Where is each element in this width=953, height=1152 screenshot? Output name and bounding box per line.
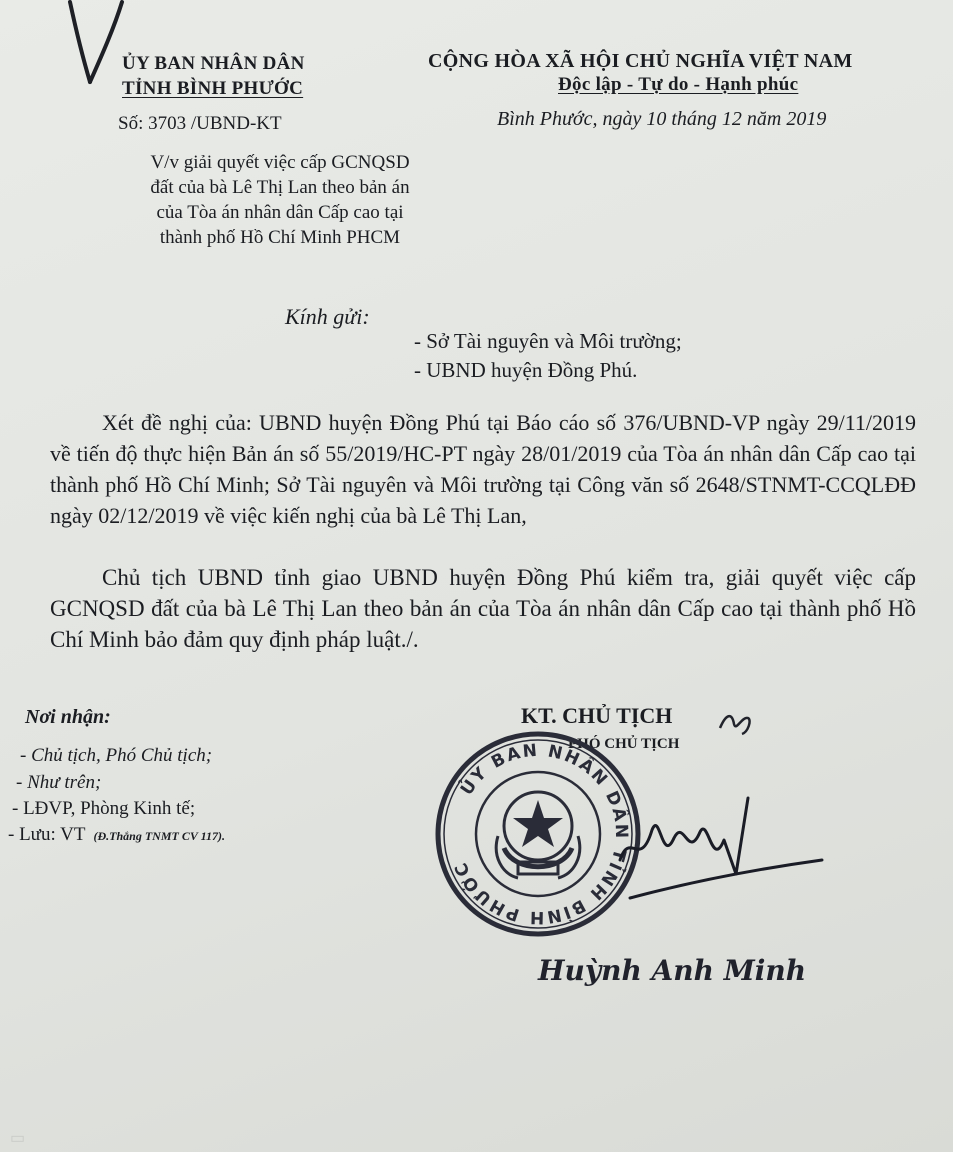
subject-line: thành phố Hồ Chí Minh PHCM xyxy=(159,227,401,248)
org-name-line2: TỈNH BÌNH PHƯỚC xyxy=(122,78,304,99)
document-number: Số: 3703 /UBND-KT xyxy=(118,113,282,134)
body-paragraph-text: Xét đề nghị của: UBND huyện Đồng Phú tại Báo cáo số 376/UBND-VP ngày 29/11/2019 về tiến độ thực hiện Bản án số 55/2019/HC-PT ngày 28/01/2019 của Tòa án nhân dân Cấp cao tại thành phố Hồ Chí Minh; Sở Tài nguyên và Môi trường tại Công văn số 2648/STNMT-CCQLĐĐ ngày 02/12/2019 về việc kiến nghị của bà Lê Thị Lan, xyxy=(50,410,916,528)
addressee-item: - Sở Tài nguyên và Môi trường; xyxy=(414,329,682,353)
signature-title: KT. CHỦ TỊCH xyxy=(521,703,673,728)
addressee-item: - UBND huyện Đồng Phú. xyxy=(414,358,638,382)
initial-squiggle xyxy=(718,706,758,736)
seal-text: ỦY BAN NHÂN DÂN TỈNH BÌNH PHƯỚC xyxy=(450,740,632,928)
place-date: Bình Phước, ngày 10 tháng 12 năm 2019 xyxy=(497,108,827,130)
recipient-item: - Chủ tịch, Phó Chủ tịch; xyxy=(20,745,213,766)
addressee-label: Kính gửi: xyxy=(285,304,370,329)
subject-line: đất của bà Lê Thị Lan theo bản án xyxy=(150,177,410,198)
recipients-title: Nơi nhận: xyxy=(25,706,111,728)
recipient-item: - Như trên; xyxy=(16,772,102,793)
signature-subtitle: PHÓ CHỦ TỊCH xyxy=(568,736,680,752)
country-motto: Độc lập - Tự do - Hạnh phúc xyxy=(558,74,799,95)
recipient-item: - LĐVP, Phòng Kinh tế; xyxy=(12,798,196,819)
signer-name: Huỳnh Anh Minh xyxy=(538,954,807,987)
subject-block xyxy=(110,150,450,250)
body-paragraph-1 xyxy=(50,407,916,531)
subject-line: của Tòa án nhân dân Cấp cao tại xyxy=(156,202,404,223)
handwritten-check-mark xyxy=(62,0,132,90)
scan-edge-artifact: ▭ xyxy=(10,1130,26,1147)
country-name: CỘNG HÒA XÃ HỘI CHỦ NGHĨA VIỆT NAM xyxy=(428,50,853,72)
org-name-line1: ỦY BAN NHÂN DÂN xyxy=(122,53,305,74)
subject-line: V/v giải quyết việc cấp GCNQSD xyxy=(150,152,410,173)
recipient-archive xyxy=(8,824,225,846)
body-paragraph-2 xyxy=(50,562,916,655)
recipient-item: - Lưu: VT xyxy=(8,824,86,845)
handwritten-signature xyxy=(600,790,830,920)
body-paragraph-text: Chủ tịch UBND tỉnh giao UBND huyện Đồng Phú kiểm tra, giải quyết việc cấp GCNQSD đất của bà Lê Thị Lan theo bản án của Tòa án nhân dân Cấp cao tại thành phố Hồ Chí Minh bảo đảm quy định pháp luật./. xyxy=(50,565,916,652)
archive-note: (Đ.Thắng TNMT CV 117). xyxy=(93,829,225,843)
